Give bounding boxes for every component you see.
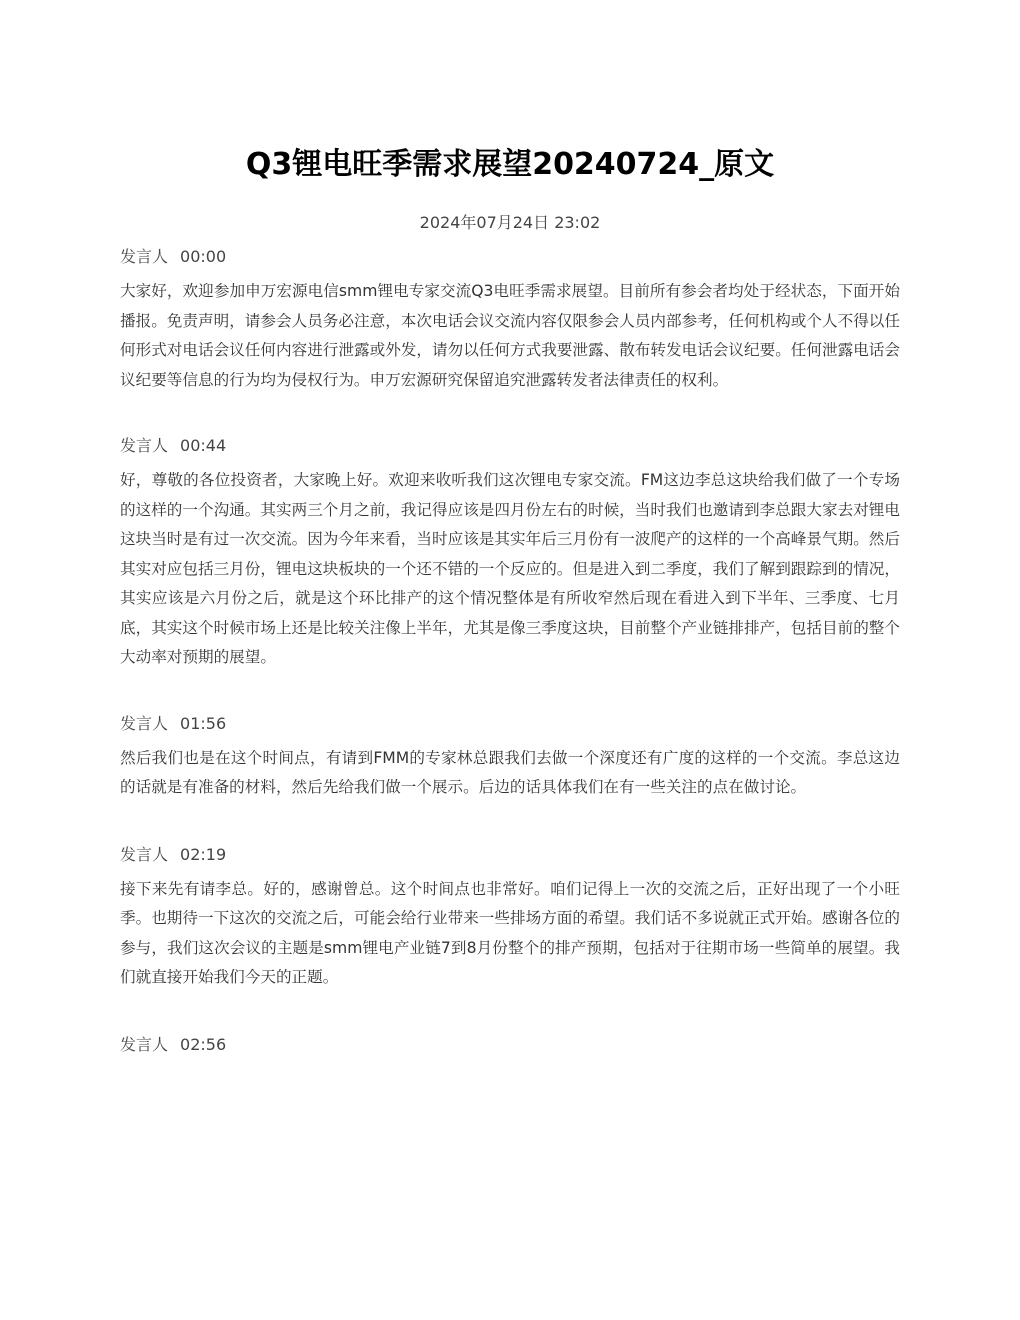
speaker-label: 发言人 <box>120 1034 169 1054</box>
transcript-section <box>120 843 900 993</box>
transcript-section <box>120 1033 900 1057</box>
speaker-label: 发言人 <box>120 844 169 864</box>
transcript-paragraph: 大家好，欢迎参加申万宏源电信smm锂电专家交流Q3电旺季需求展望。目前所有参会者均处于经状态，下面开始播报。免责声明，请参会人员务必注意，本次电话会议交流内容仅限参会人员内部参考，任何机构或个人不得以任何形式对电话会议任何内容进行泄露或外发，请勿以任何方式我要泄露、散布转发电话会议纪要。任何泄露电话会议纪要等信息的行为均为侵权行为。申万宏源研究保留追究泄露转发者法律责任的权利。 <box>120 282 900 389</box>
transcript-section <box>120 434 900 673</box>
speaker-line <box>120 843 900 867</box>
speaker-line <box>120 434 900 458</box>
transcript-section <box>120 245 900 395</box>
speaker-line <box>120 712 900 736</box>
speaker-timestamp: 01:56 <box>180 713 227 733</box>
speaker-timestamp: 00:44 <box>180 436 227 455</box>
transcript-paragraph: 然后我们也是在这个时间点，有请到FMM的专家林总跟我们去做一个深度还有广度的这样的一个交流。李总这边的话就是有准备的材料，然后先给我们做一个展示。后边的话具体我们在有一些关注的点在做讨论。 <box>120 748 900 796</box>
speaker-label: 发言人 <box>120 713 169 733</box>
transcript-section <box>120 712 900 803</box>
speaker-label: 发言人 <box>120 436 169 455</box>
document-title: Q3锂电旺季需求展望20240724_原文 <box>245 147 775 182</box>
speaker-timestamp: 00:00 <box>180 247 227 266</box>
transcript-paragraph: 接下来先有请李总。好的，感谢曾总。这个时间点也非常好。咱们记得上一次的交流之后，正好出现了一个小旺季。也期待一下这次的交流之后，可能会给行业带来一些排场方面的希望。我们话不多说就正式开始。感谢各位的参与，我们这次会议的主题是smm锂电产业链7到8月份整个的排产预期，包括对于往期市场一些简单的展望。我们就直接开始我们今天的正题。 <box>120 879 900 986</box>
speaker-timestamp: 02:56 <box>180 1034 227 1054</box>
speaker-timestamp: 02:19 <box>180 844 227 864</box>
speaker-label: 发言人 <box>120 247 169 266</box>
speaker-line <box>120 1033 900 1057</box>
speaker-line <box>120 245 900 269</box>
transcript-paragraph: 好，尊敬的各位投资者，大家晚上好。欢迎来收听我们这次锂电专家交流。FM这边李总这块给我们做了一个专场的这样的一个沟通。其实两三个月之前，我记得应该是四月份左右的时候，当时我们也邀请到李总跟大家去对锂电这块当时是有过一次交流。因为今年来看，当时应该是其实年后三月份有一波爬产的这样的一个高峰景气期。然后其实对应包括三月份，锂电这块板块的一个还不错的一个反应的。但是进入到二季度，我们了解到跟踪到的情况，其实应该是六月份之后，就是这个环比排产的这个情况整体是有所收窄然后现在看进入到下半年、三季度、七月底，其实这个时候市场上还是比较关注像上半年，尤其是像三季度这块，目前整个产业链排排产，包括目前的整个大动率对预期的展望。 <box>120 471 900 666</box>
document-date: 2024年07月24日 23:02 <box>419 213 601 232</box>
